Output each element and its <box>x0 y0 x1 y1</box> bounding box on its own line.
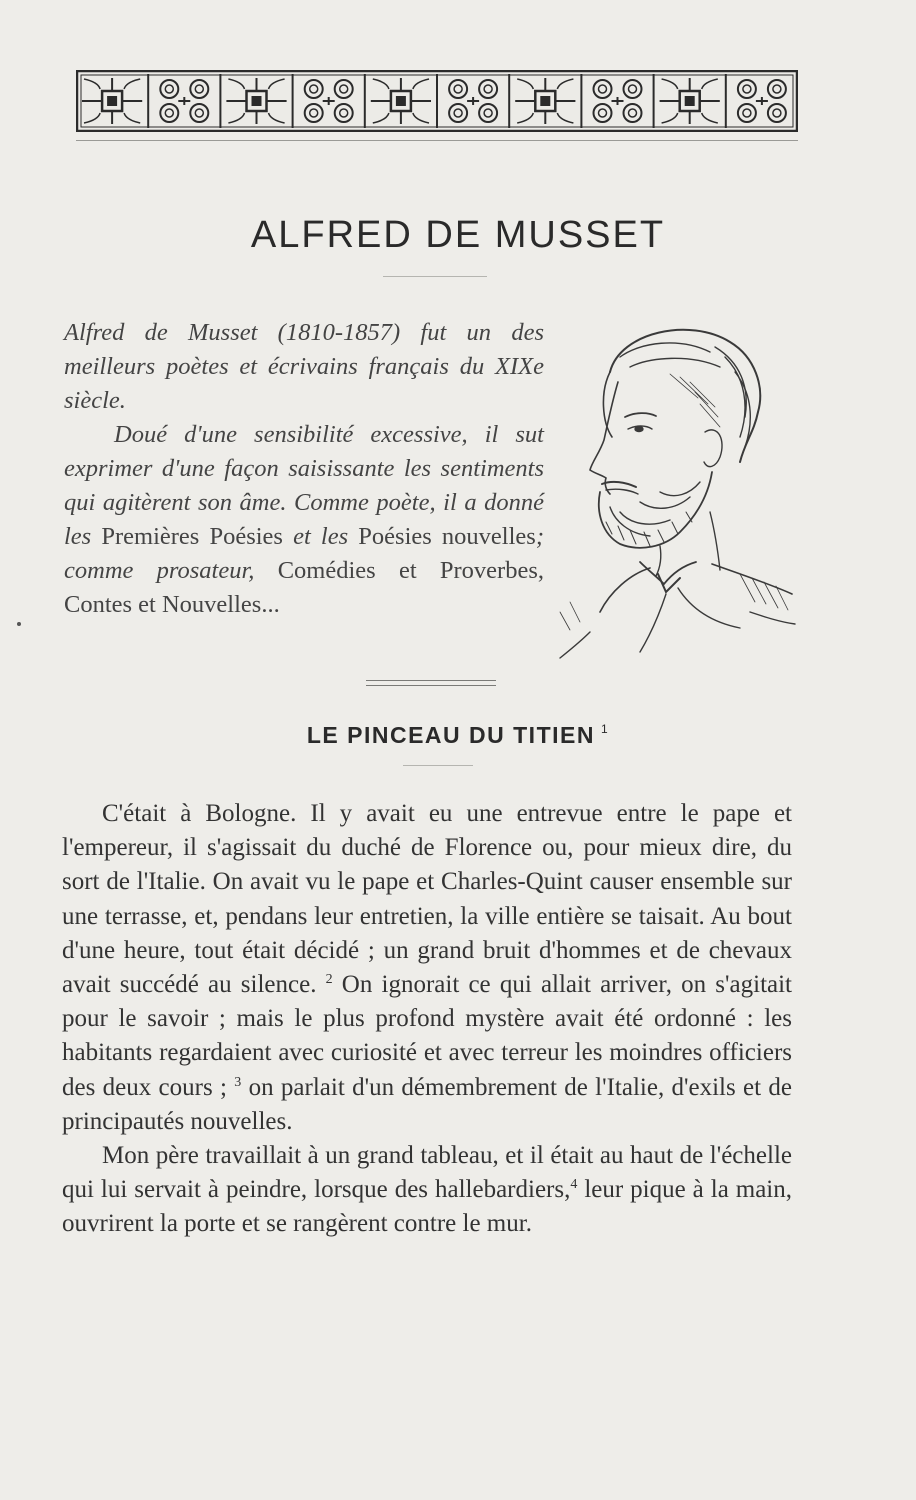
page-title: ALFRED DE MUSSET <box>250 214 666 256</box>
work-title: Premières Poésies <box>101 523 283 550</box>
margin-mark <box>17 622 21 626</box>
author-biography <box>64 316 544 622</box>
story-text-segment: C'était à Bologne. Il y avait eu une entrevue entre le pape et l'empereur, il s'agissait du duché de Florence ou, pour mieux dire, du sort de l'Italie. On avait vu le pape et Charles-Quint causer ensemble sur une terrasse, et, pendans leur entretien, la ville entière se taisait. Au bout d'une heure, tout était décidé ; un grand bruit d'hommes et de chevaux avait succédé au silence. <box>62 800 792 999</box>
story-text-segment: Mon père travaillait à un grand tableau, et il était au haut de l'échelle qui lui servait à peindre, lorsque des hallebardiers, <box>62 1142 792 1204</box>
bio-text: Doué d'une sensibilité excessive, il sut exprimer d'une façon saisissante les sentiments qui agitèrent son âme. Comme poète, il a donné les <box>64 421 544 550</box>
story-paragraph-2 <box>62 1139 792 1242</box>
title-divider <box>383 276 487 277</box>
bio-text: et les <box>282 523 359 550</box>
portrait-engraving-icon <box>540 312 800 662</box>
footnote-marker: 2 <box>325 972 333 988</box>
story-text-segment: on parlait d'un démembrement de l'Italie, d'exils et de principautés nouvelles. <box>62 1073 792 1135</box>
bio-text: ; comme prosateur, <box>64 523 544 584</box>
section-title-text: LE PINCEAU DU TITIEN <box>306 722 595 748</box>
ornamental-banner <box>76 70 798 132</box>
footnote-marker: 4 <box>570 1177 578 1193</box>
story-paragraph-1 <box>62 797 792 1139</box>
author-portrait <box>540 312 800 662</box>
bio-ellipsis: ... <box>261 591 280 618</box>
footnote-marker: 1 <box>600 722 610 736</box>
banner-rule <box>76 140 798 141</box>
celtic-knot-ornament <box>76 70 798 132</box>
footnote-marker: 3 <box>234 1074 242 1090</box>
section-rule <box>403 765 473 766</box>
story-text <box>62 797 792 1242</box>
bio-paragraph-1: Alfred de Musset (1810-1857) fut un des meilleurs poètes et écrivains français du XIXe siècle. <box>64 319 544 414</box>
work-title: Poésies nouvelles <box>358 523 536 550</box>
work-title: Comédies et Proverbes, Contes et Nouvelles <box>64 557 544 618</box>
section-divider <box>366 680 496 686</box>
story-text-segment: On ignorait ce qui allait arriver, on s'agitait pour le savoir ; mais le plus profond mystère avait été ordonné : les habitants regardaient avec curiosité et avec terreur les moindres officiers des deux cours ; <box>62 971 793 1101</box>
section-heading <box>0 722 916 749</box>
story-text-segment: leur pique à la main, ouvrirent la porte et se rangèrent contre le mur. <box>62 1176 792 1238</box>
bio-paragraph-2 <box>64 418 544 622</box>
